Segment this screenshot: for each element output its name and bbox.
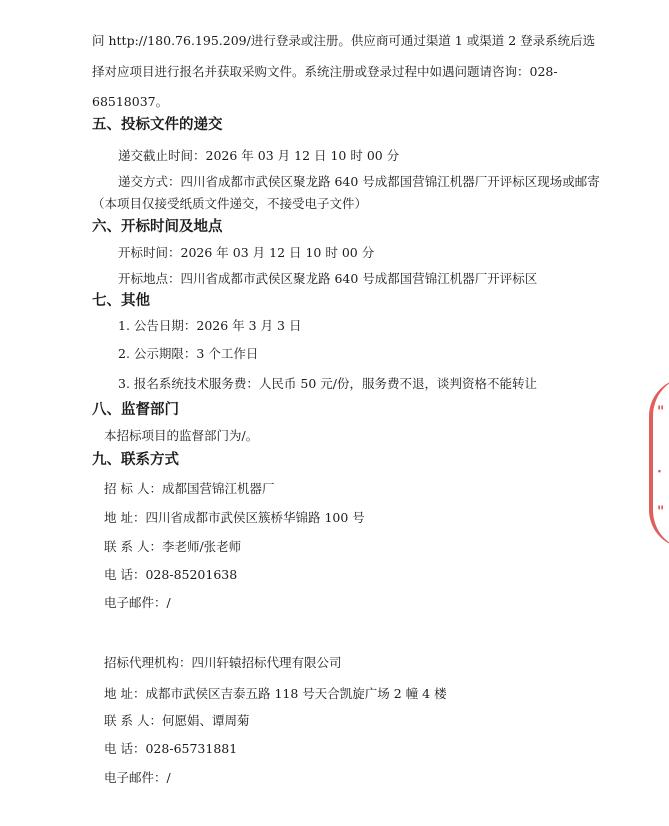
section-7-heading: 七、其他 <box>92 293 150 309</box>
red-seal-stamp-edge: " · " <box>649 378 669 548</box>
buyer-email-label: 电子邮件： <box>104 595 167 610</box>
buyer-contact-label: 联 系 人： <box>104 539 162 554</box>
agent-phone-row <box>104 741 237 757</box>
intro-line-1: 问 http://180.76.195.209/进行登录或注册。供应商可通过渠道 1 或渠道 2 登录系统后选 <box>92 33 596 48</box>
buyer-name-row <box>104 481 274 497</box>
buyer-name: 成都国营锦江机器厂 <box>161 481 275 496</box>
buyer-contact-row <box>104 539 241 555</box>
agent-phone: 028-65731881 <box>145 741 238 756</box>
buyer-address-row <box>104 510 365 526</box>
agent-email-row <box>104 770 171 786</box>
buyer-phone-row <box>104 567 237 583</box>
section-9-heading: 九、联系方式 <box>92 452 179 468</box>
section-6-heading: 六、开标时间及地点 <box>92 219 223 235</box>
agent-name-row <box>104 655 342 671</box>
supervision-text: 本招标项目的监督部门为/。 <box>104 428 259 443</box>
other-item-1: 1. 公告日期：2026 年 3 月 3 日 <box>118 318 302 333</box>
buyer-email-row <box>104 595 171 611</box>
agent-name-label: 招标代理机构： <box>104 655 192 670</box>
other-item-3: 3. 报名系统技术服务费：人民币 50 元/份，服务费不退，谈判资格不能转让 <box>118 376 537 391</box>
buyer-address-label: 地 址： <box>104 510 146 525</box>
agent-address: 成都市武侯区吉泰五路 118 号天合凯旋广场 2 幢 4 楼 <box>145 686 447 701</box>
buyer-phone-label: 电 话： <box>104 567 146 582</box>
agent-contact: 何愿娟、谭周菊 <box>161 713 250 728</box>
section-8-heading: 八、监督部门 <box>92 402 179 418</box>
buyer-name-label: 招 标 人： <box>104 481 162 496</box>
agent-address-label: 地 址： <box>104 686 146 701</box>
section-5-heading: 五、投标文件的递交 <box>92 117 223 133</box>
buyer-address: 四川省成都市武侯区簇桥华锦路 100 号 <box>145 510 365 525</box>
intro-line-3: 68518037。 <box>92 94 169 109</box>
agent-email-label: 电子邮件： <box>104 770 167 785</box>
agent-phone-label: 电 话： <box>104 741 146 756</box>
submission-method: 递交方式：四川省成都市武侯区聚龙路 640 号成都国营锦江机器厂开评标区现场或邮寄 <box>118 174 600 189</box>
agent-contact-row <box>104 713 249 729</box>
buyer-email: / <box>166 595 171 610</box>
buyer-contact: 李老师/张老师 <box>161 539 242 554</box>
agent-name: 四川轩辕招标代理有限公司 <box>191 655 342 670</box>
submission-note: （本项目仅接受纸质文件递交，不接受电子文件） <box>92 196 368 211</box>
intro-line-2: 择对应项目进行报名并获取采购文件。系统注册或登录过程中如遇问题请咨询：028- <box>92 64 558 79</box>
opening-place: 开标地点：四川省成都市武侯区聚龙路 640 号成都国营锦江机器厂开评标区 <box>118 271 538 286</box>
other-item-2: 2. 公示期限：3 个工作日 <box>118 346 259 361</box>
agent-email: / <box>166 770 171 785</box>
buyer-phone: 028-85201638 <box>145 567 238 582</box>
opening-time: 开标时间：2026 年 03 月 12 日 10 时 00 分 <box>118 245 375 260</box>
agent-contact-label: 联 系 人： <box>104 713 162 728</box>
agent-address-row <box>104 686 447 702</box>
submission-deadline: 递交截止时间：2026 年 03 月 12 日 10 时 00 分 <box>118 148 400 163</box>
